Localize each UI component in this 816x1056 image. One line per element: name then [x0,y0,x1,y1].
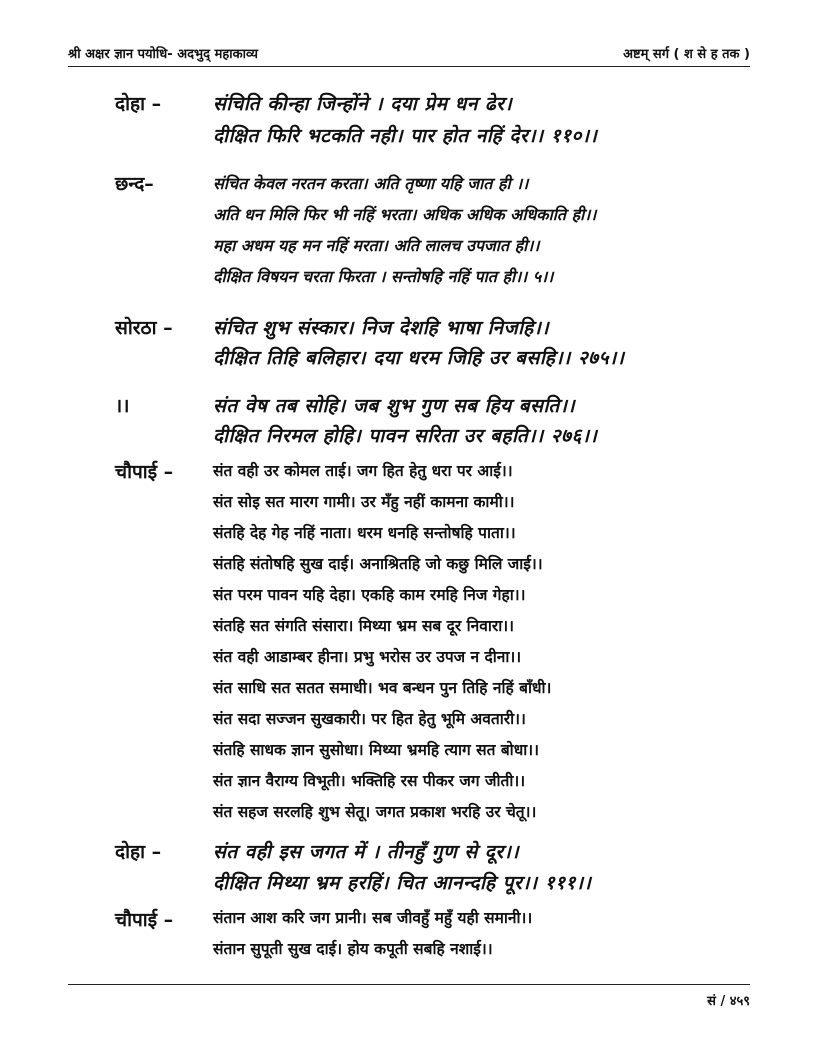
verse-label-doha: दोहा – [115,93,162,115]
page-number: सं / ४५९ [707,994,750,1009]
verse-line: संतान आश करि जग प्रानी। सब जीवहुँ महुँ यही समानी।। [213,909,533,927]
verse-line: संत वही इस जगत में । तीनहुँ गुण से दूर।। [213,841,520,863]
verse-line: संत वेष तब सोहि। जब शुभ गुण सब हिय बसति।। [213,395,576,417]
verse-line: संचित केवल नरतन करता। अति तृष्णा यहि जात ही ।। [213,174,529,193]
verse-line: संत ज्ञान वैराग्य विभूती। भक्तिहि रस पीकर जग जीती।। [213,772,526,790]
verse-line: संत वही आडाम्बर हीना। प्रभु भरोस उर उपज न दीना।। [213,648,522,666]
verse-line: दीक्षित मिथ्या भ्रम हरहिं। चित आनन्दहि पूर।। १११।। [213,872,592,894]
verse-label-continuation: ।। [115,395,130,417]
footer-divider [68,984,750,985]
verse-line: संतहि साधक ज्ञान सुसोधा। मिथ्या भ्रमहि त्याग सत बोधा।। [213,741,539,759]
verse-line: दीक्षित निरमल होहि। पावन सरिता उर बहति।। २७६।। [213,425,598,447]
verse-line: संत वही उर कोमल ताई। जग हित हेतु धरा पर आई।। [213,462,513,480]
verse-line: संत सोइ सत मारग गामी। उर मँहु नहीं कामना कामी।। [213,493,515,511]
verse-line: संत सदा सज्जन सुखकारी। पर हित हेतु भूमि अवतारी।। [213,710,526,728]
verse-line: दीक्षित विषयन चरता फिरता । सन्तोषहि नहिं पात ही।। ५।। [213,267,554,286]
verse-line: अति धन मिलि फिर भी नहिं भरता। अधिक अधिक अधिकाति ही।। [213,205,597,224]
verse-line: दीक्षित फिरि भटकति नही। पार होत नहिं देर।। ११०।। [213,125,598,147]
verse-line: संत परम पावन यहि देहा। एकहि काम रमहि निज गेहा।। [213,586,526,604]
book-title: श्री अक्षर ज्ञान पयोधि- अदभुद् महाकाव्य [68,47,258,62]
verse-label-sortha: सोरठा – [115,317,173,339]
verse-line: महा अधम यह मन नहिं मरता। अति लालच उपजात ही।। [213,236,540,255]
verse-line: संचिति कीन्हा जिन्होंने । दया प्रेम धन ढेर। [213,93,513,115]
verse-line: संतान सुपूती सुख दाई। होय कपूती सबहि नशाई।। [213,940,493,958]
verse-line: संतहि सत संगति संसारा। मिथ्या भ्रम सब दूर निवारा।। [213,617,514,635]
verse-line: दीक्षित तिहि बलिहार। दया धरम जिहि उर बसहि।। २७५।। [213,347,625,369]
verse-label-doha: दोहा – [115,841,162,863]
verse-line: संतहि देह गेह नहिं नाता। धरम धनहि सन्तोषहि पाता।। [213,524,516,542]
verse-label-chhand: छन्द– [115,173,154,195]
chapter-title: अष्टम् सर्ग ( श से ह तक ) [623,47,750,62]
verse-line: संचित शुभ संस्कार। निज देशहि भाषा निजहि।। [213,317,550,339]
verse-line: संतहि संतोषहि सुख दाई। अनाश्रितहि जो कछु मिलि जाई।। [213,555,543,573]
page-header [68,40,750,67]
verse-line: संत सहज सरलहि शुभ सेतू। जगत प्रकाश भरहि उर चेतू।। [213,803,537,821]
verse-label-chaupai: चौपाई – [115,461,174,483]
verse-label-chaupai: चौपाई – [115,909,174,931]
verse-line: संत साधि सत सतत समाधी। भव बन्धन पुन तिहि नहिं बाँधी। [213,679,552,697]
